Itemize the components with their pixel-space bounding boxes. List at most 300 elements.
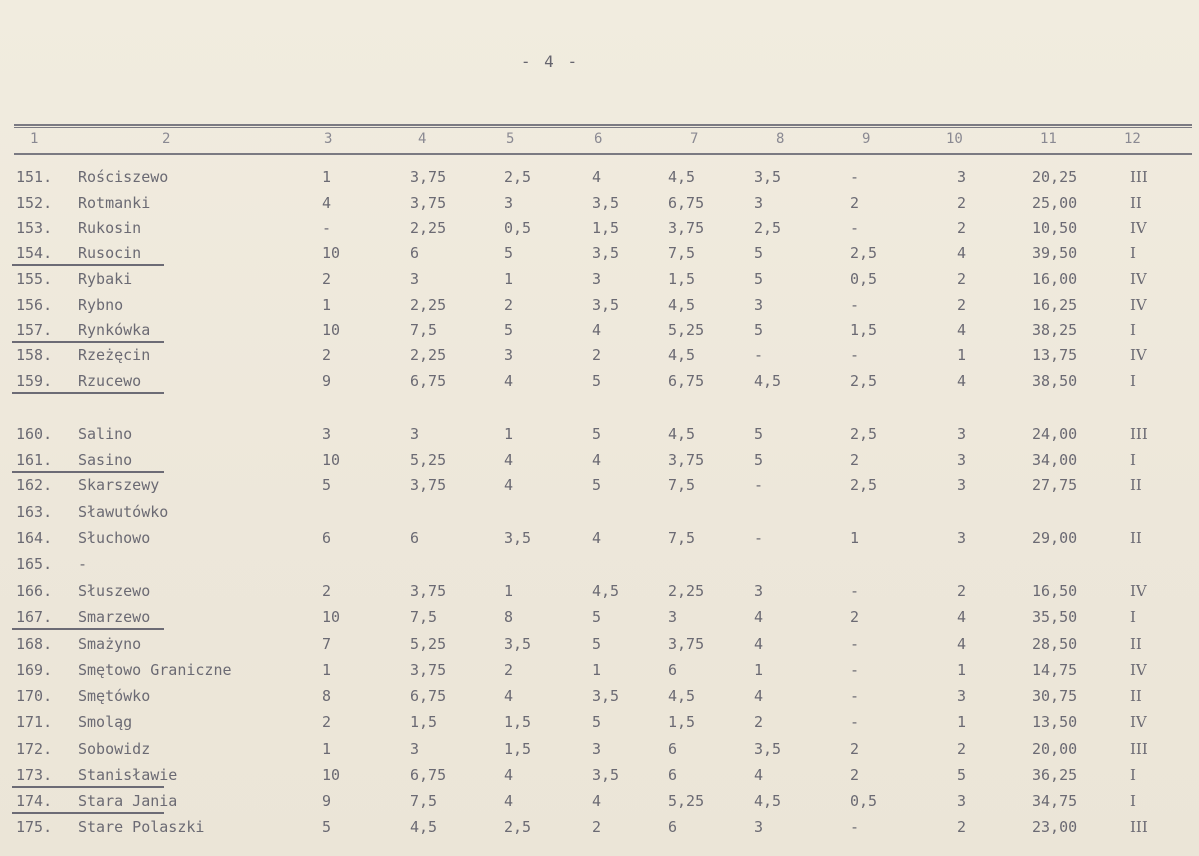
table-cell: 1 <box>957 713 967 731</box>
table-cell: 5 <box>504 321 514 339</box>
table-cell: 5 <box>592 372 602 390</box>
table-cell: 30,75 <box>1032 687 1078 705</box>
table-row <box>0 529 1199 553</box>
place-name: Sobowidz <box>78 740 151 758</box>
table-cell: 5 <box>592 635 602 653</box>
place-name: Smętowo Graniczne <box>78 661 232 679</box>
table-cell: 4 <box>957 608 967 626</box>
table-cell: 4 <box>592 792 602 810</box>
table-cell: 6,75 <box>668 194 705 212</box>
table-cell: I <box>1130 372 1136 390</box>
table-cell: 2 <box>322 270 332 288</box>
table-cell: 2 <box>592 818 602 836</box>
place-name: Rzeżęcin <box>78 346 151 364</box>
table-cell: 4,5 <box>592 582 620 600</box>
table-cell: 4 <box>322 194 332 212</box>
table-cell: 23,00 <box>1032 818 1078 836</box>
place-name: Słuchowo <box>78 529 151 547</box>
table-cell: 28,50 <box>1032 635 1078 653</box>
table-row <box>0 503 1199 527</box>
table-cell: 3 <box>957 687 967 705</box>
table-cell: 2,5 <box>850 244 878 262</box>
table-row <box>0 792 1199 816</box>
row-number: 174. <box>16 792 53 810</box>
table-cell: 1,5 <box>410 713 438 731</box>
table-cell: 3,5 <box>504 635 532 653</box>
table-cell: 3,5 <box>592 687 620 705</box>
place-name: Salino <box>78 425 133 443</box>
column-header: 8 <box>776 131 785 147</box>
table-cell: 3 <box>504 194 514 212</box>
table-cell: 3,75 <box>668 451 705 469</box>
table-cell: 4 <box>504 372 514 390</box>
table-cell: - <box>850 635 860 653</box>
table-cell: 3 <box>754 194 764 212</box>
table-cell: IV <box>1130 713 1147 731</box>
row-number: 158. <box>16 346 53 364</box>
page-number: - 4 - <box>520 52 580 71</box>
table-cell: 38,25 <box>1032 321 1078 339</box>
table-cell: - <box>850 582 860 600</box>
table-cell: I <box>1130 608 1136 626</box>
table-cell: 24,00 <box>1032 425 1078 443</box>
table-row <box>0 219 1199 243</box>
table-cell: 3 <box>668 608 678 626</box>
row-number: 159. <box>16 372 53 390</box>
table-cell: 2,5 <box>754 219 782 237</box>
table-cell: 2 <box>850 194 860 212</box>
table-cell: I <box>1130 244 1136 262</box>
table-cell: 5 <box>754 244 764 262</box>
table-row <box>0 766 1199 790</box>
table-cell: 4 <box>592 321 602 339</box>
table-row <box>0 555 1199 579</box>
row-number: 154. <box>16 244 53 262</box>
table-cell: 5 <box>322 818 332 836</box>
row-number: 167. <box>16 608 53 626</box>
table-row <box>0 270 1199 294</box>
table-row <box>0 582 1199 606</box>
table-cell: 6,75 <box>410 372 447 390</box>
table-cell: 1 <box>957 346 967 364</box>
table-cell: 5 <box>322 476 332 494</box>
place-name: Sławutówko <box>78 503 169 521</box>
table-cell: 3 <box>754 296 764 314</box>
table-cell: 4,5 <box>754 792 782 810</box>
table-cell: 4,5 <box>668 296 696 314</box>
table-cell: 4,5 <box>668 168 696 186</box>
table-cell: 4 <box>592 529 602 547</box>
table-cell: 9 <box>322 372 332 390</box>
table-cell: 4 <box>957 635 967 653</box>
table-cell: - <box>850 219 860 237</box>
table-cell: 3 <box>754 818 764 836</box>
table-cell: 4 <box>754 635 764 653</box>
table-cell: 7,5 <box>668 529 696 547</box>
table-row <box>0 321 1199 345</box>
table-row <box>0 476 1199 500</box>
table-cell: 6 <box>410 529 420 547</box>
table-cell: IV <box>1130 582 1147 600</box>
table-cell: I <box>1130 451 1136 469</box>
table-cell: 4 <box>592 451 602 469</box>
table-cell: 10 <box>322 608 341 626</box>
place-name: - <box>78 555 88 573</box>
table-cell: II <box>1130 476 1142 494</box>
table-cell: 4,5 <box>668 687 696 705</box>
table-cell: 1 <box>850 529 860 547</box>
row-number: 156. <box>16 296 53 314</box>
table-cell: 3 <box>592 270 602 288</box>
place-name: Smoląg <box>78 713 133 731</box>
table-cell: 16,00 <box>1032 270 1078 288</box>
table-cell: 3 <box>754 582 764 600</box>
row-number: 160. <box>16 425 53 443</box>
table-cell: 5 <box>957 766 967 784</box>
place-name: Rukosin <box>78 219 142 237</box>
row-number: 171. <box>16 713 53 731</box>
table-cell: 3 <box>592 740 602 758</box>
row-number: 169. <box>16 661 53 679</box>
table-cell: 2 <box>504 661 514 679</box>
table-cell: 2 <box>754 713 764 731</box>
table-cell: 6 <box>322 529 332 547</box>
table-cell: 3,75 <box>410 168 447 186</box>
table-cell: 5,25 <box>668 792 705 810</box>
table-cell: 3 <box>410 425 420 443</box>
table-cell: 3,5 <box>592 194 620 212</box>
table-cell: 4 <box>504 451 514 469</box>
table-cell: IV <box>1130 661 1147 679</box>
table-cell: 3,5 <box>754 168 782 186</box>
table-cell: 6,75 <box>410 687 447 705</box>
table-cell: 4,5 <box>754 372 782 390</box>
table-cell: III <box>1130 425 1148 443</box>
table-cell: II <box>1130 687 1142 705</box>
table-cell: 7,5 <box>668 244 696 262</box>
table-cell: 2 <box>957 270 967 288</box>
table-row <box>0 635 1199 659</box>
place-name: Rościszewo <box>78 168 169 186</box>
table-cell: 1 <box>957 661 967 679</box>
table-cell: I <box>1130 792 1136 810</box>
table-cell: 2 <box>322 346 332 364</box>
table-cell: III <box>1130 168 1148 186</box>
table-cell: 2 <box>957 740 967 758</box>
table-cell: 6 <box>668 818 678 836</box>
table-cell: 1 <box>322 168 332 186</box>
row-number: 170. <box>16 687 53 705</box>
table-cell: 0,5 <box>504 219 532 237</box>
table-cell: 7,5 <box>410 608 438 626</box>
table-cell: 4,5 <box>668 425 696 443</box>
row-number: 168. <box>16 635 53 653</box>
table-cell: 2 <box>957 818 967 836</box>
table-cell: 3 <box>957 529 967 547</box>
table-cell: 20,25 <box>1032 168 1078 186</box>
table-cell: 5 <box>592 713 602 731</box>
table-cell: 1 <box>504 425 514 443</box>
table-cell: 8 <box>504 608 514 626</box>
table-cell: 5 <box>754 425 764 443</box>
table-cell: 2 <box>850 608 860 626</box>
table-cell: 39,50 <box>1032 244 1078 262</box>
row-number: 163. <box>16 503 53 521</box>
table-cell: III <box>1130 740 1148 758</box>
place-name: Rusocin <box>78 244 142 262</box>
table-cell: 3,5 <box>592 244 620 262</box>
table-cell: 4,5 <box>410 818 438 836</box>
table-cell: 10 <box>322 766 341 784</box>
table-cell: 9 <box>322 792 332 810</box>
row-number: 161. <box>16 451 53 469</box>
table-cell: 38,50 <box>1032 372 1078 390</box>
table-cell: 3,75 <box>410 661 447 679</box>
table-cell: IV <box>1130 270 1147 288</box>
table-cell: 1 <box>504 270 514 288</box>
table-cell: 4 <box>754 766 764 784</box>
table-cell: - <box>754 476 764 494</box>
table-cell: 3 <box>957 476 967 494</box>
table-cell: 5,25 <box>410 451 447 469</box>
place-name: Smarzewo <box>78 608 151 626</box>
row-underline <box>12 392 164 394</box>
table-cell: 5 <box>754 270 764 288</box>
row-number: 162. <box>16 476 53 494</box>
table-cell: 2 <box>957 296 967 314</box>
table-cell: 2 <box>850 740 860 758</box>
table-cell: 10,50 <box>1032 219 1078 237</box>
table-cell: 4 <box>504 687 514 705</box>
place-name: Sasino <box>78 451 133 469</box>
table-cell: 7,5 <box>668 476 696 494</box>
column-header: 7 <box>690 131 699 147</box>
row-number: 153. <box>16 219 53 237</box>
table-cell: 4 <box>957 372 967 390</box>
table-cell: 4 <box>592 168 602 186</box>
table-cell: 2 <box>322 582 332 600</box>
table-cell: 4 <box>504 792 514 810</box>
column-header: 10 <box>946 131 963 147</box>
table-cell: 1 <box>504 582 514 600</box>
table-cell: 1 <box>322 740 332 758</box>
table-row <box>0 296 1199 320</box>
table-cell: 13,50 <box>1032 713 1078 731</box>
table-cell: 34,75 <box>1032 792 1078 810</box>
row-number: 152. <box>16 194 53 212</box>
table-cell: - <box>850 346 860 364</box>
table-cell: 1,5 <box>668 713 696 731</box>
table-cell: IV <box>1130 219 1147 237</box>
table-cell: 36,25 <box>1032 766 1078 784</box>
table-cell: 3,75 <box>410 582 447 600</box>
table-cell: 10 <box>322 451 341 469</box>
place-name: Rotmanki <box>78 194 151 212</box>
table-cell: 3 <box>957 451 967 469</box>
table-cell: 7 <box>322 635 332 653</box>
table-cell: 3 <box>322 425 332 443</box>
table-cell: 16,50 <box>1032 582 1078 600</box>
table-cell: 34,00 <box>1032 451 1078 469</box>
table-cell: 20,00 <box>1032 740 1078 758</box>
table-top-rule-thin <box>14 127 1192 128</box>
table-cell: II <box>1130 529 1142 547</box>
column-header: 4 <box>418 131 427 147</box>
row-underline <box>12 264 164 266</box>
table-cell: 35,50 <box>1032 608 1078 626</box>
column-header: 11 <box>1040 131 1057 147</box>
table-cell: 2,25 <box>410 296 447 314</box>
table-cell: 3 <box>504 346 514 364</box>
table-cell: - <box>850 168 860 186</box>
table-cell: 5 <box>754 321 764 339</box>
table-cell: 10 <box>322 321 341 339</box>
table-cell: 3,75 <box>668 219 705 237</box>
table-cell: 3,5 <box>504 529 532 547</box>
place-name: Smętówko <box>78 687 151 705</box>
place-name: Rybaki <box>78 270 133 288</box>
table-row <box>0 425 1199 449</box>
row-number: 151. <box>16 168 53 186</box>
table-cell: 1 <box>754 661 764 679</box>
column-header: 2 <box>162 131 171 147</box>
table-cell: 3 <box>410 740 420 758</box>
row-number: 166. <box>16 582 53 600</box>
table-cell: - <box>850 687 860 705</box>
table-cell: 5 <box>504 244 514 262</box>
table-cell: 4 <box>504 766 514 784</box>
place-name: Rzucewo <box>78 372 142 390</box>
table-cell: I <box>1130 766 1136 784</box>
table-row <box>0 451 1199 475</box>
table-cell: 2,25 <box>668 582 705 600</box>
table-cell: III <box>1130 818 1148 836</box>
row-number: 175. <box>16 818 53 836</box>
table-cell: 2 <box>592 346 602 364</box>
table-cell: 0,5 <box>850 792 878 810</box>
table-row <box>0 740 1199 764</box>
table-cell: 2,5 <box>504 818 532 836</box>
table-cell: 4 <box>504 476 514 494</box>
table-cell: 25,00 <box>1032 194 1078 212</box>
table-cell: - <box>754 529 764 547</box>
place-name: Smażyno <box>78 635 142 653</box>
column-headers <box>0 131 1199 155</box>
table-row <box>0 372 1199 396</box>
table-cell: 1 <box>322 296 332 314</box>
table-cell: 1 <box>322 661 332 679</box>
table-cell: II <box>1130 194 1142 212</box>
table-cell: 4,5 <box>668 346 696 364</box>
table-cell: 3 <box>957 168 967 186</box>
table-cell: 13,75 <box>1032 346 1078 364</box>
table-cell: 2 <box>850 766 860 784</box>
table-cell: 2 <box>322 713 332 731</box>
table-cell: 2,5 <box>850 425 878 443</box>
row-number: 173. <box>16 766 53 784</box>
table-cell: 3 <box>957 792 967 810</box>
table-cell: 2,25 <box>410 219 447 237</box>
table-cell: 4 <box>754 608 764 626</box>
place-name: Rybno <box>78 296 124 314</box>
table-cell: 8 <box>322 687 332 705</box>
table-cell: 5,25 <box>410 635 447 653</box>
place-name: Stara Jania <box>78 792 178 810</box>
table-row <box>0 687 1199 711</box>
table-cell: 1 <box>592 661 602 679</box>
column-header: 1 <box>30 131 39 147</box>
table-cell: - <box>754 346 764 364</box>
table-cell: 29,00 <box>1032 529 1078 547</box>
table-cell: 1,5 <box>668 270 696 288</box>
column-header: 9 <box>862 131 871 147</box>
row-number: 165. <box>16 555 53 573</box>
header-rule <box>14 153 1192 155</box>
table-cell: 2 <box>957 582 967 600</box>
column-header: 12 <box>1124 131 1141 147</box>
table-cell: 5 <box>592 476 602 494</box>
column-header: 3 <box>324 131 333 147</box>
table-cell: 3,5 <box>592 766 620 784</box>
table-cell: 3,5 <box>754 740 782 758</box>
table-cell: 1,5 <box>504 740 532 758</box>
table-cell: 6 <box>410 244 420 262</box>
table-row <box>0 346 1199 370</box>
table-cell: - <box>850 713 860 731</box>
place-name: Skarszewy <box>78 476 160 494</box>
table-cell: 3,75 <box>410 194 447 212</box>
table-cell: 10 <box>322 244 341 262</box>
place-name: Słuszewo <box>78 582 151 600</box>
table-cell: 27,75 <box>1032 476 1078 494</box>
place-name: Stare Polaszki <box>78 818 205 836</box>
row-underline <box>12 471 164 473</box>
table-cell: 4 <box>957 244 967 262</box>
place-name: Stanisławie <box>78 766 178 784</box>
table-cell: 6 <box>668 661 678 679</box>
column-header: 6 <box>594 131 603 147</box>
table-cell: 2,25 <box>410 346 447 364</box>
table-cell: 3 <box>410 270 420 288</box>
place-name: Rynkówka <box>78 321 151 339</box>
table-row <box>0 194 1199 218</box>
table-cell: 7,5 <box>410 792 438 810</box>
table-cell: I <box>1130 321 1136 339</box>
table-cell: - <box>322 219 332 237</box>
table-cell: 5 <box>592 608 602 626</box>
row-number: 172. <box>16 740 53 758</box>
row-underline <box>12 341 164 343</box>
table-cell: 7,5 <box>410 321 438 339</box>
row-underline <box>12 628 164 630</box>
table-cell: 6,75 <box>410 766 447 784</box>
row-number: 164. <box>16 529 53 547</box>
table-cell: 1,5 <box>850 321 878 339</box>
table-row <box>0 244 1199 268</box>
table-cell: 3 <box>957 425 967 443</box>
table-cell: 5 <box>592 425 602 443</box>
table-cell: 1,5 <box>592 219 620 237</box>
table-cell: IV <box>1130 346 1147 364</box>
row-number: 155. <box>16 270 53 288</box>
table-row <box>0 168 1199 192</box>
row-underline <box>12 812 164 814</box>
table-cell: 3,5 <box>592 296 620 314</box>
table-cell: 5,25 <box>668 321 705 339</box>
table-cell: 4 <box>754 687 764 705</box>
row-underline <box>12 786 164 788</box>
table-cell: 2 <box>957 194 967 212</box>
